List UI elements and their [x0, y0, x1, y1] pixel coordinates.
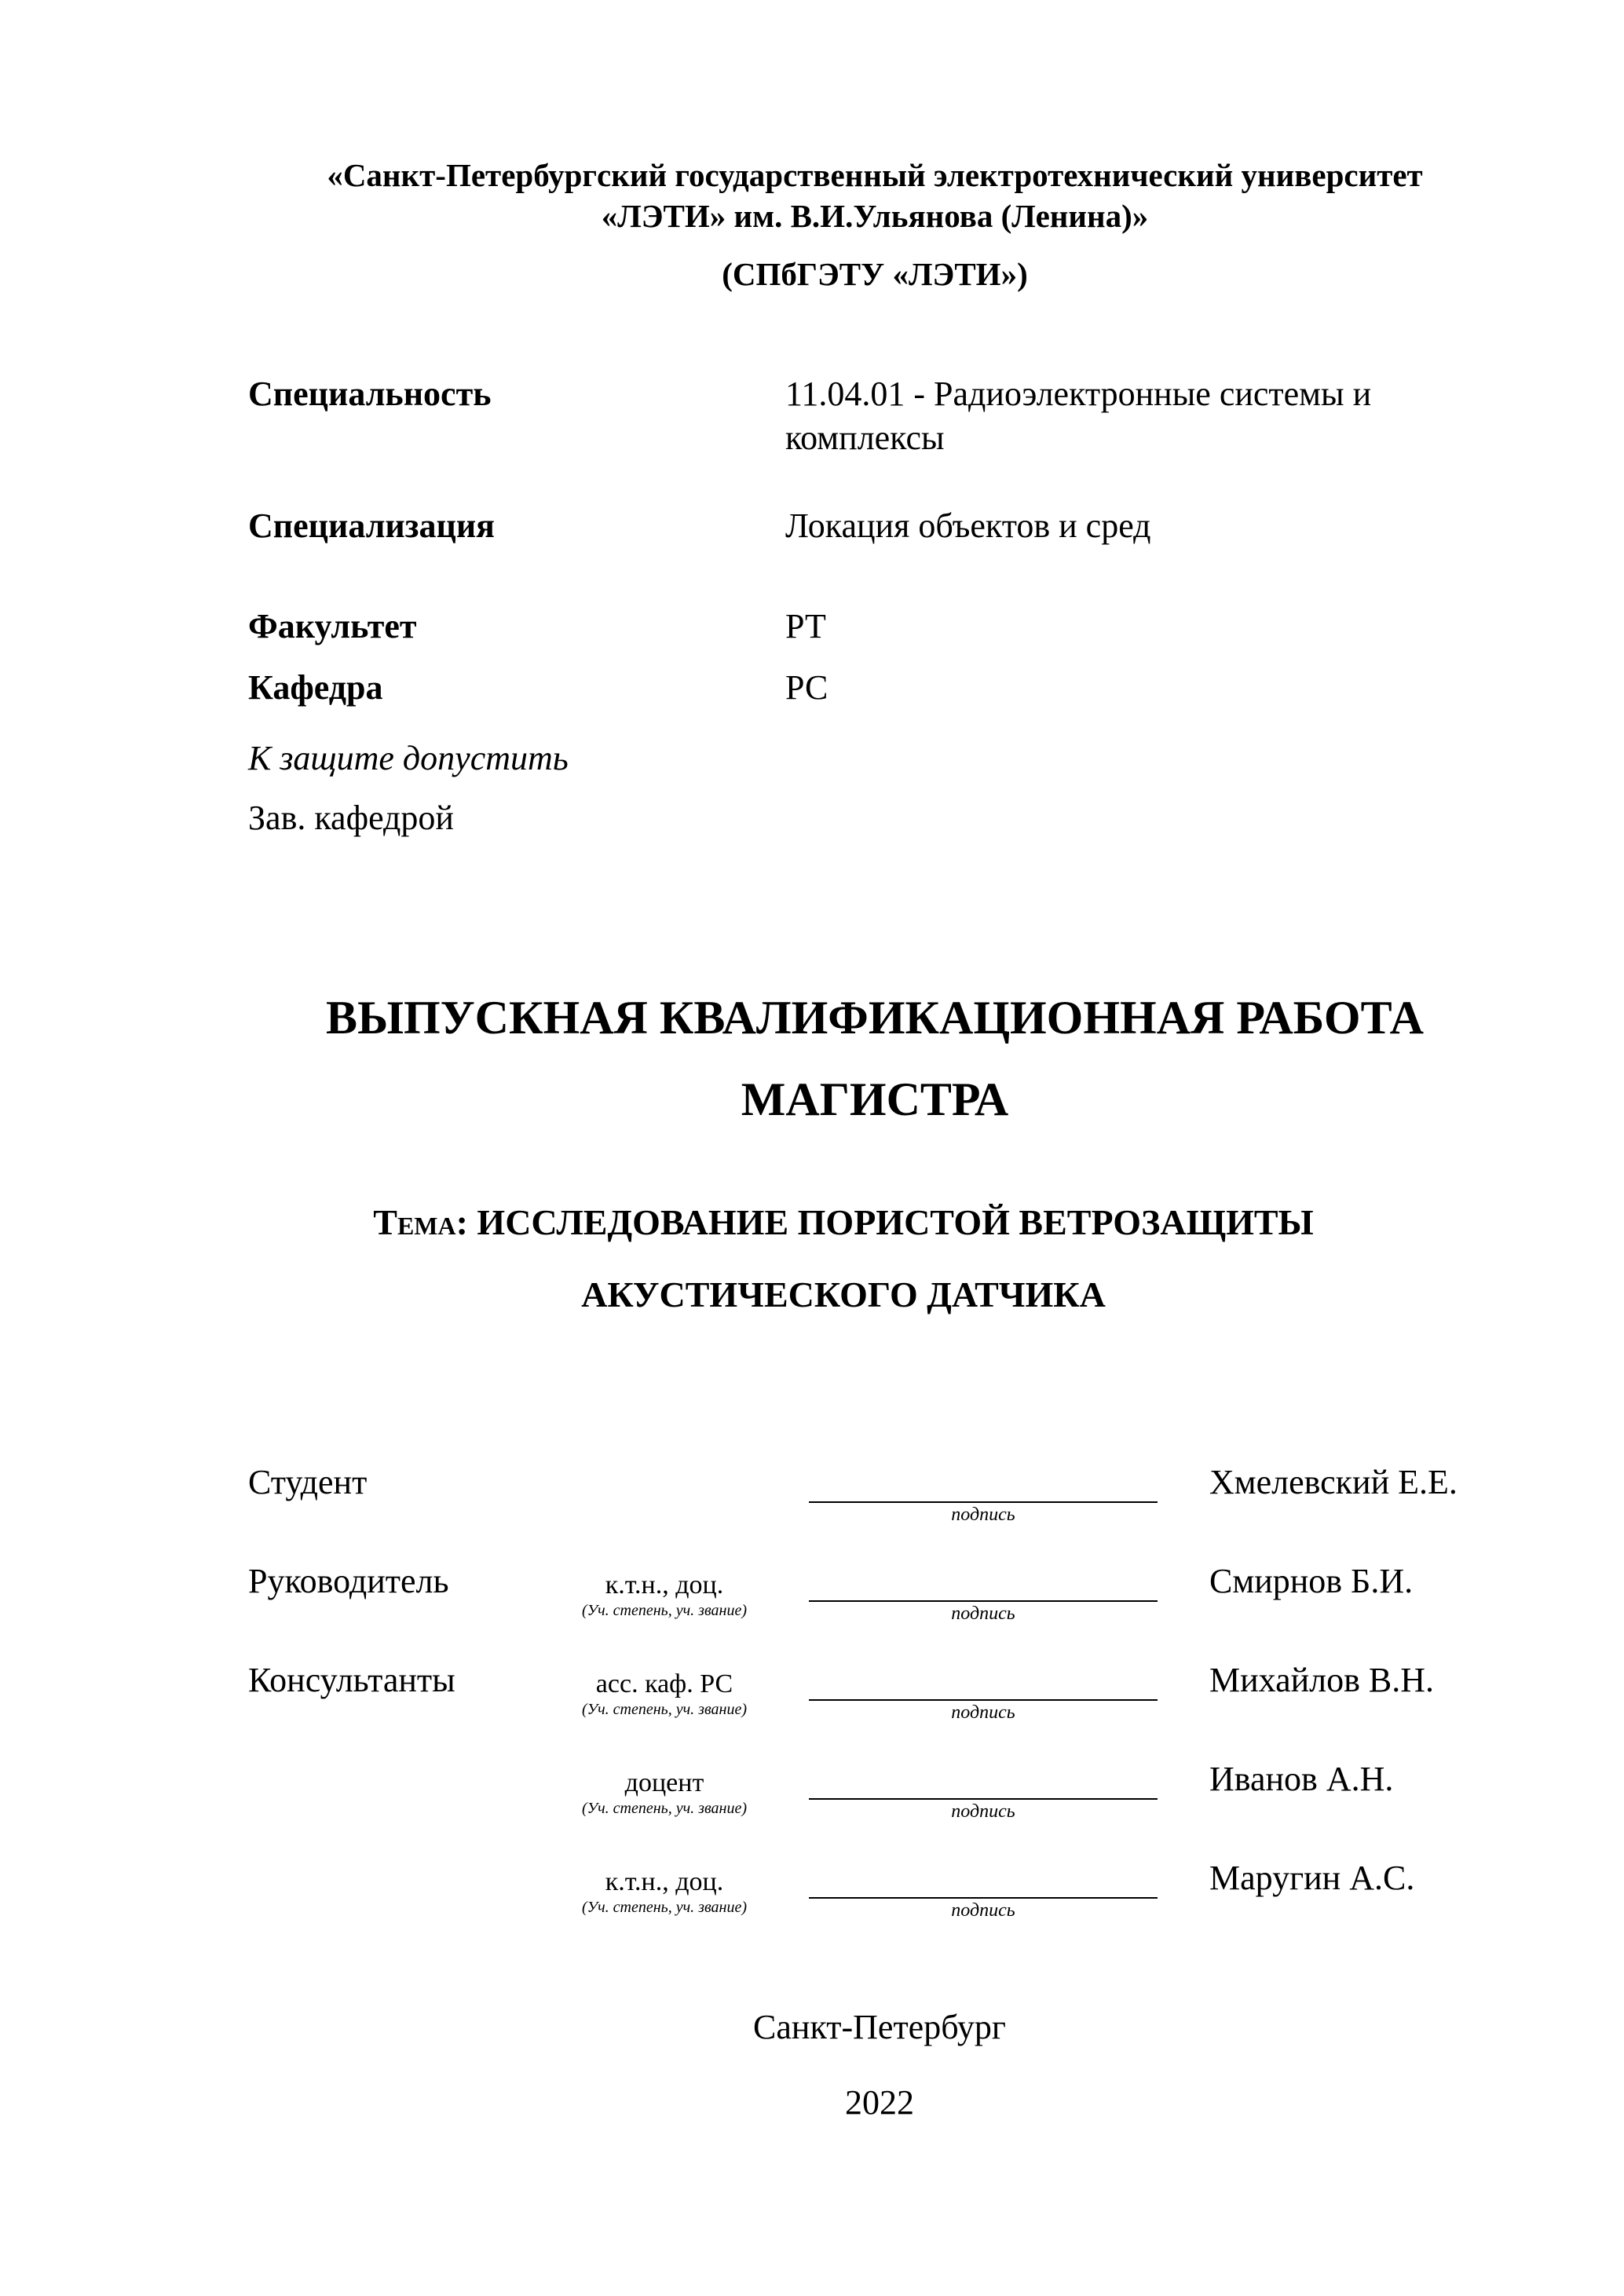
name-student: Хмелевский Е.Е. [1209, 1463, 1458, 1501]
degree-consultant-2: доцент [624, 1768, 704, 1797]
university-name-line1: «Санкт-Петербургский государственный электротехнический университет [327, 157, 1423, 193]
degree-supervisor: к.т.н., доц. [605, 1570, 724, 1600]
admission-line: К защите допустить [248, 739, 569, 777]
document-title-line1: ВЫПУСКНАЯ КВАЛИФИКАЦИОННАЯ РАБОТА [326, 992, 1424, 1044]
footer-year: 2022 [845, 2083, 914, 2122]
degree-caption: (Уч. степень, уч. звание) [582, 1800, 747, 1817]
degree-caption: (Уч. степень, уч. звание) [582, 1899, 747, 1916]
name-supervisor: Смирнов Б.И. [1209, 1562, 1414, 1600]
degree-caption: (Уч. степень, уч. звание) [582, 1701, 747, 1718]
degree-consultant-1: асс. каф. РС [595, 1669, 733, 1698]
field-label-specialization: Специализация [248, 506, 495, 545]
field-label-faculty: Факультет [248, 607, 417, 645]
signature-line [809, 1501, 1158, 1503]
name-consultant-2: Иванов А.Н. [1209, 1760, 1394, 1798]
university-name-line2: «ЛЭТИ» им. В.И.Ульянова (Ленина)» [601, 198, 1149, 234]
field-value-specialty-line2: комплексы [785, 419, 945, 457]
role-student: Студент [248, 1463, 368, 1501]
signature-caption: подпись [951, 1603, 1015, 1624]
topic-text-line2: АКУСТИЧЕСКОГО ДАТЧИКА [581, 1274, 1106, 1314]
head-of-department-label: Зав. кафедрой [248, 799, 454, 837]
field-label-specialty: Специальность [248, 375, 492, 413]
signature-line [809, 1897, 1158, 1899]
field-value-specialization: Локация объектов и сред [785, 506, 1151, 545]
signature-caption: подпись [951, 1702, 1015, 1723]
field-label-department: Кафедра [248, 668, 383, 707]
degree-consultant-3: к.т.н., доц. [605, 1867, 724, 1896]
signature-caption: подпись [951, 1900, 1015, 1921]
signature-caption: подпись [951, 1801, 1015, 1822]
topic-line1 [31, 1201, 1624, 1243]
signature-line [809, 1600, 1158, 1602]
signature-line [809, 1798, 1158, 1800]
degree-caption: (Уч. степень, уч. звание) [582, 1602, 747, 1619]
document-title-line2: МАГИСТРА [741, 1073, 1009, 1125]
name-consultant-3: Маругин А.С. [1209, 1859, 1415, 1897]
role-consultants: Консультанты [248, 1661, 455, 1699]
field-value-department: РС [785, 668, 828, 707]
footer-city: Санкт-Петербург [753, 2008, 1006, 2046]
signature-caption: подпись [951, 1504, 1015, 1525]
signature-line [809, 1699, 1158, 1701]
role-supervisor: Руководитель [248, 1562, 449, 1600]
field-value-specialty-line1: 11.04.01 - Радиоэлектронные системы и [785, 375, 1372, 413]
topic-text-line1: ИССЛЕДОВАНИЕ ПОРИСТОЙ ВЕТРОЗАЩИТЫ [477, 1202, 1314, 1242]
name-consultant-1: Михайлов В.Н. [1209, 1661, 1435, 1699]
topic-prefix: Тема: [373, 1202, 468, 1242]
field-value-faculty: РТ [785, 607, 826, 645]
university-abbreviation: (СПбГЭТУ «ЛЭТИ») [722, 256, 1028, 292]
